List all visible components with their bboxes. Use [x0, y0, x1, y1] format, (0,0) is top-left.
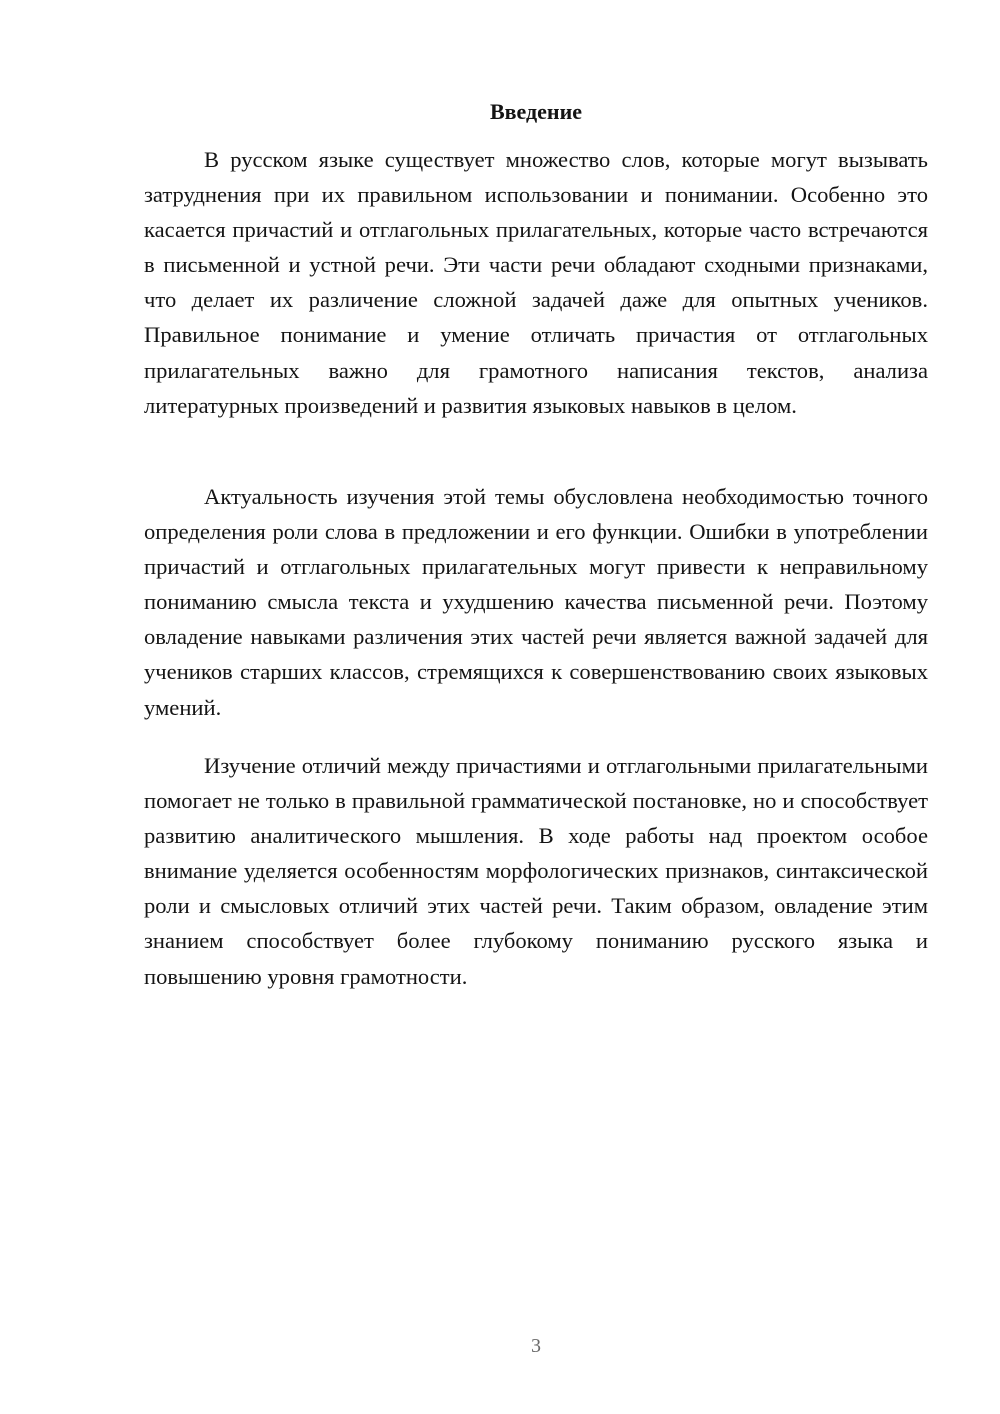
paragraph-3: Изучение отличий между причастиями и отглагольными прилагательными помогает не только в правильной грамматической постановке, но и способствует развитию аналитического мышления. В ходе работы над проектом особое внимание уделяется особенностям морфологических признаков, синтаксической роли и смысловых отличий этих частей речи. Таким образом, овладение этим знанием способствует более глубокому пониманию русского языка и повышению уровня грамотности. [144, 753, 928, 989]
page-number: 3 [531, 1335, 541, 1357]
section-heading: Введение [489, 99, 583, 124]
paragraph-2: Актуальность изучения этой темы обусловлена необходимостью точного определения роли слова в предложении и его функции. Ошибки в употреблении причастий и отглагольных прилагательных могут привести к неправильному пониманию смысла текста и ухудшению качества письменной речи. Поэтому овладение навыками различения этих частей речи является важной задачей для учеников старших классов, стремящихся к совершенствованию своих языковых умений. [144, 484, 928, 720]
paragraph-1: В русском языке существует множество слов, которые могут вызывать затруднения при их правильном использовании и понимании. Особенно это касается причастий и отглагольных прилагательных, которые часто встречаются в письменной и устной речи. Эти части речи обладают сходными признаками, что делает их различение сложной задачей даже для опытных учеников. Правильное понимание и умение отличать причастия от отглагольных прилагательных важно для грамотного написания текстов, анализа литературных произведений и развития языковых навыков в целом. [144, 147, 928, 418]
